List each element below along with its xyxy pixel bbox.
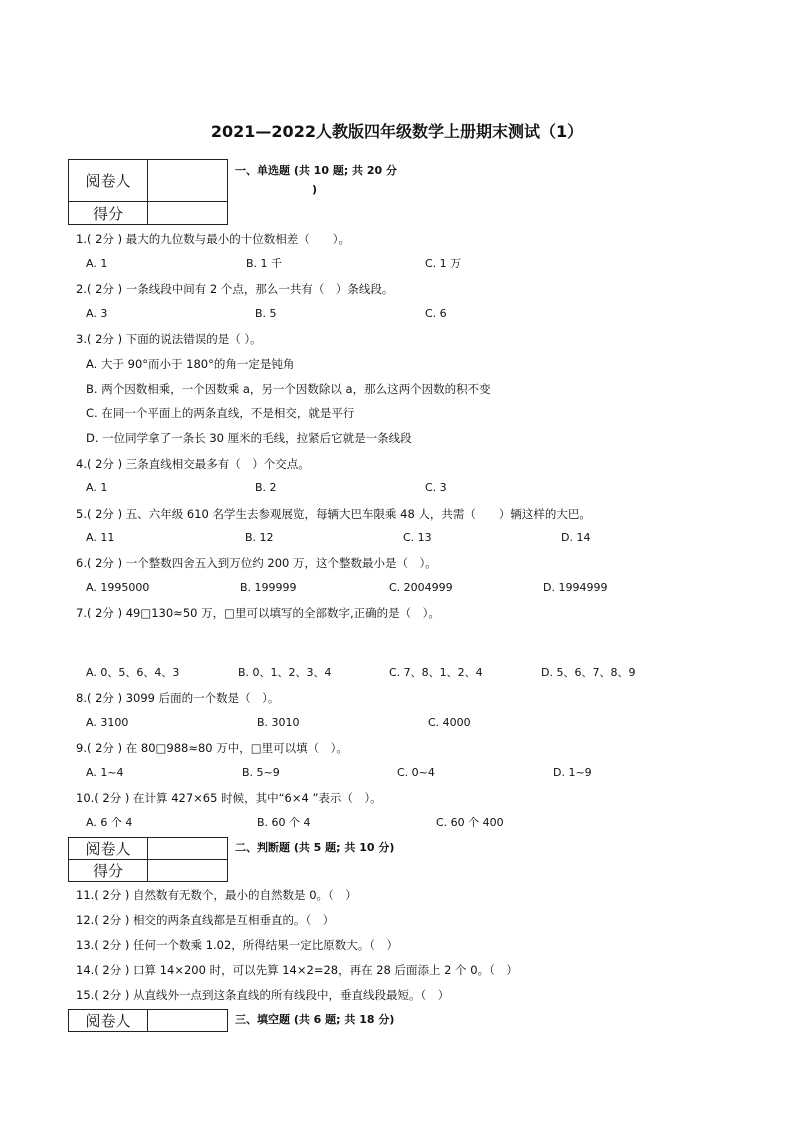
question-4: 4.( 2分 ) 三条直线相交最多有（ ）个交点。 bbox=[76, 457, 310, 471]
question-15: 15.( 2分 ) 从直线外一点到这条直线的所有线段中，垂直线段最短。（ ） bbox=[76, 988, 450, 1002]
question-11: 11.( 2分 ) 自然数有无数个，最小的自然数是 0。（ ） bbox=[76, 888, 357, 902]
q3-option-d[interactable]: D. 一位同学拿了一条长 30 厘米的毛线，拉紧后它就是一条线段 bbox=[86, 431, 412, 445]
reviewer-label: 阅卷人 bbox=[69, 838, 148, 860]
question-6: 6.( 2分 ) 一个整数四舍五入到万位约 200 万，这个整数最小是（ ）。 bbox=[76, 556, 437, 570]
question-13: 13.( 2分 ) 任何一个数乘 1.02，所得结果一定比原数大。（ ） bbox=[76, 938, 399, 952]
q9-option-b[interactable]: B. 5~9 bbox=[242, 766, 280, 779]
q6-option-d[interactable]: D. 1994999 bbox=[543, 581, 608, 594]
page-title: 2021—2022人教版四年级数学上册期末测试（1） bbox=[210, 122, 584, 141]
q1-option-c[interactable]: C. 1 万 bbox=[425, 257, 462, 270]
q10-option-c[interactable]: C. 60 个 400 bbox=[436, 816, 504, 829]
q6-option-a[interactable]: A. 1995000 bbox=[86, 581, 150, 594]
grader-box-3 bbox=[68, 1009, 228, 1032]
q5-option-d[interactable]: D. 14 bbox=[561, 531, 591, 544]
score-field[interactable] bbox=[148, 860, 228, 882]
section-1-heading-close: ) bbox=[312, 183, 318, 196]
question-10: 10.( 2分 ) 在计算 427×65 时候，其中“6×4 ”表示（ ）。 bbox=[76, 791, 382, 805]
q2-option-a[interactable]: A. 3 bbox=[86, 307, 108, 320]
question-12: 12.( 2分 ) 相交的两条直线都是互相垂直的。（ ） bbox=[76, 913, 335, 927]
q6-option-c[interactable]: C. 2004999 bbox=[389, 581, 453, 594]
grader-box-2 bbox=[68, 837, 228, 882]
question-14: 14.( 2分 ) 口算 14×200 时，可以先算 14×2=28，再在 28 后面添上 2 个 0。（ ） bbox=[76, 963, 518, 977]
q1-option-a[interactable]: A. 1 bbox=[86, 257, 108, 270]
q7-option-b[interactable]: B. 0、1、2、3、4 bbox=[238, 666, 332, 679]
q3-option-b[interactable]: B. 两个因数相乘，一个因数乘 a，另一个因数除以 a，那么这两个因数的积不变 bbox=[86, 382, 491, 396]
reviewer-field[interactable] bbox=[148, 160, 228, 202]
q8-option-b[interactable]: B. 3010 bbox=[257, 716, 300, 729]
q9-option-c[interactable]: C. 0~4 bbox=[397, 766, 435, 779]
q2-option-c[interactable]: C. 6 bbox=[425, 307, 447, 320]
q5-option-c[interactable]: C. 13 bbox=[403, 531, 432, 544]
question-5: 5.( 2分 ) 五、六年级 610 名学生去参观展览，每辆大巴车限乘 48 人，共需（ ）辆这样的大巴。 bbox=[76, 507, 591, 521]
q5-option-a[interactable]: A. 11 bbox=[86, 531, 115, 544]
q8-option-c[interactable]: C. 4000 bbox=[428, 716, 471, 729]
reviewer-field[interactable] bbox=[148, 838, 228, 860]
reviewer-label: 阅卷人 bbox=[69, 160, 148, 202]
q10-option-a[interactable]: A. 6 个 4 bbox=[86, 816, 133, 829]
q5-option-b[interactable]: B. 12 bbox=[245, 531, 274, 544]
q9-option-d[interactable]: D. 1~9 bbox=[553, 766, 592, 779]
q8-option-a[interactable]: A. 3100 bbox=[86, 716, 129, 729]
q9-option-a[interactable]: A. 1~4 bbox=[86, 766, 124, 779]
q6-option-b[interactable]: B. 199999 bbox=[240, 581, 297, 594]
question-1: 1.( 2分 ) 最大的九位数与最小的十位数相差（ ）。 bbox=[76, 232, 350, 246]
q7-option-d[interactable]: D. 5、6、7、8、9 bbox=[541, 666, 636, 679]
q2-option-b[interactable]: B. 5 bbox=[255, 307, 277, 320]
grader-box-1 bbox=[68, 159, 228, 225]
question-9: 9.( 2分 ) 在 80□988≈80 万中，□里可以填（ ）。 bbox=[76, 741, 348, 755]
q3-option-c[interactable]: C. 在同一个平面上的两条直线，不是相交，就是平行 bbox=[86, 406, 355, 420]
q7-option-c[interactable]: C. 7、8、1、2、4 bbox=[389, 666, 483, 679]
reviewer-field[interactable] bbox=[148, 1010, 228, 1032]
section-2-heading: 二、判断题 (共 5 题; 共 10 分) bbox=[235, 841, 395, 854]
q10-option-b[interactable]: B. 60 个 4 bbox=[257, 816, 311, 829]
score-label: 得分 bbox=[69, 860, 148, 882]
score-field[interactable] bbox=[148, 202, 228, 225]
question-3: 3.( 2分 ) 下面的说法错误的是（ ）。 bbox=[76, 332, 262, 346]
section-1-heading: 一、单选题 (共 10 题; 共 20 分 bbox=[235, 164, 398, 177]
section-3-heading: 三、填空题 (共 6 题; 共 18 分) bbox=[235, 1013, 395, 1026]
question-7: 7.( 2分 ) 49□130≈50 万，□里可以填写的全部数字,正确的是（ ）。 bbox=[76, 606, 440, 620]
score-label: 得分 bbox=[69, 202, 148, 225]
q4-option-c[interactable]: C. 3 bbox=[425, 481, 447, 494]
q1-option-b[interactable]: B. 1 千 bbox=[246, 257, 283, 270]
q3-option-a[interactable]: A. 大于 90°而小于 180°的角一定是钝角 bbox=[86, 357, 295, 371]
question-2: 2.( 2分 ) 一条线段中间有 2 个点，那么一共有（ ）条线段。 bbox=[76, 282, 394, 296]
q4-option-a[interactable]: A. 1 bbox=[86, 481, 108, 494]
reviewer-label: 阅卷人 bbox=[69, 1010, 148, 1032]
question-8: 8.( 2分 ) 3099 后面的一个数是（ ）。 bbox=[76, 691, 280, 705]
q4-option-b[interactable]: B. 2 bbox=[255, 481, 277, 494]
q7-option-a[interactable]: A. 0、5、6、4、3 bbox=[86, 666, 180, 679]
